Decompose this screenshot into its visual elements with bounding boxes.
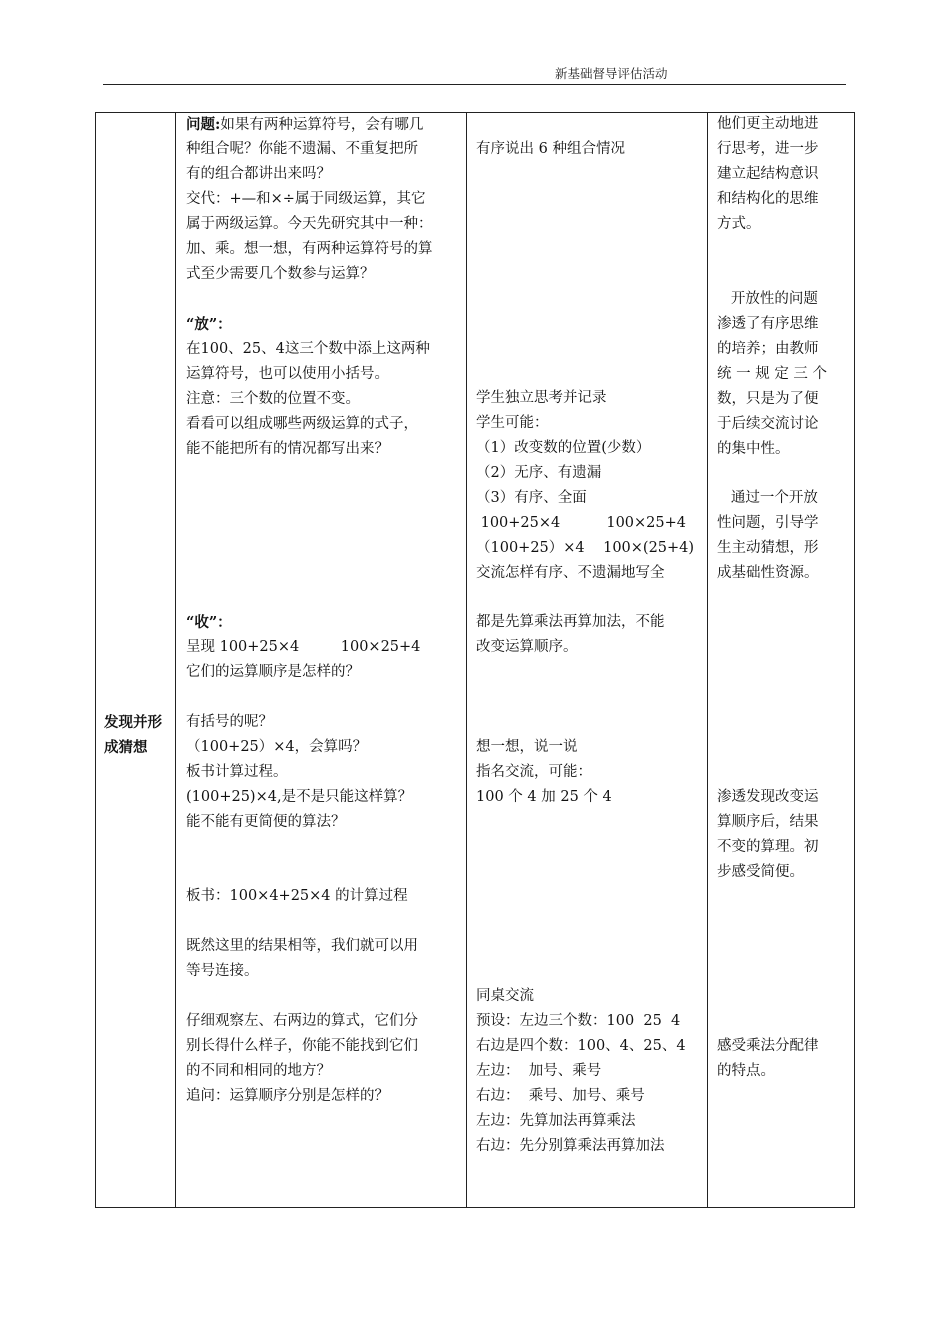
- teacher-line: （100+25）×4，会算吗？: [186, 739, 368, 755]
- student-line: （3）有序、全面: [476, 490, 587, 506]
- section-fang-heading: “放”：: [186, 316, 232, 333]
- intent-line: 和结构化的思维: [717, 191, 819, 207]
- intent-line: 的特点。: [717, 1063, 775, 1079]
- teacher-line: 能不能有更简便的算法？: [186, 814, 346, 830]
- teacher-line: 追问：运算顺序分别是怎样的？: [186, 1088, 389, 1104]
- intent-line: 的培养；由教师: [717, 341, 819, 357]
- student-line: 指名交流，可能：: [476, 764, 592, 780]
- intent-line: 建立起结构意识: [717, 166, 819, 182]
- intent-line: 开放性的问题: [717, 291, 818, 307]
- student-line: 左边：先算加法再算乘法: [476, 1113, 636, 1129]
- teacher-line: 等号连接。: [186, 963, 259, 979]
- table-left-border: [95, 112, 96, 1208]
- intent-line: 于后续交流讨论: [717, 416, 819, 432]
- intent-line: 数，只是为了便: [717, 391, 819, 407]
- intent-line: 性问题，引导学: [717, 515, 819, 531]
- student-line: 左边： 加号、乘号: [476, 1063, 602, 1079]
- header-title: 新基础督导评估活动: [555, 66, 668, 81]
- intent-line: 方式。: [717, 216, 761, 232]
- teacher-line: 的不同和相同的地方？: [186, 1063, 331, 1079]
- column-divider-3: [707, 112, 708, 1208]
- student-line: 学生可能：: [476, 415, 549, 431]
- teacher-line: 加、乘。想一想，有两种运算符号的算: [186, 241, 433, 257]
- teacher-line: 在100、25、4这三个数中添上这两种: [186, 341, 430, 357]
- intent-line: 算顺序后，结果: [717, 814, 819, 830]
- student-line: 改变运算顺序。: [476, 639, 578, 655]
- intent-line: 步感受简便。: [717, 864, 804, 880]
- intent-line: 渗透了有序思维: [717, 316, 819, 332]
- header-rule: [103, 84, 846, 85]
- student-line: 同桌交流: [476, 988, 534, 1004]
- student-line: （1）改变数的位置(少数）: [476, 440, 651, 456]
- column-divider-1: [175, 112, 176, 1208]
- student-line: 右边： 乘号、加号、乘号: [476, 1088, 645, 1104]
- teacher-line: [186, 112, 423, 138]
- teacher-line: (100+25)×4,是不是只能这样算？: [186, 789, 413, 805]
- student-line: 预设：左边三个数：100 25 4: [476, 1013, 681, 1029]
- intent-line: 行思考，进一步: [717, 141, 819, 157]
- intent-line: 通过一个开放: [717, 490, 818, 506]
- stage-label: 发现并形成猜想: [104, 714, 162, 756]
- student-line: 100+25×4 100×25+4: [476, 515, 687, 531]
- student-line: （100+25）×4 100×(25+4): [476, 540, 695, 556]
- teacher-line: 别长得什么样子，你能不能找到它们: [186, 1038, 418, 1054]
- teacher-line: 板书：100×4+25×4 的计算过程: [186, 888, 408, 904]
- intent-line: 感受乘法分配律: [717, 1038, 819, 1054]
- intent-line: 他们更主动地进: [717, 116, 819, 132]
- table-right-border: [854, 112, 855, 1208]
- student-line: 右边是四个数：100、4、25、4: [476, 1038, 686, 1054]
- teacher-line: 仔细观察左、右两边的算式，它们分: [186, 1013, 418, 1029]
- teacher-line: 看看可以组成哪些两级运算的式子，: [186, 416, 418, 432]
- table-bottom-border: [95, 1207, 855, 1208]
- teacher-line: 注意：三个数的位置不变。: [186, 391, 360, 407]
- student-line: 学生独立思考并记录: [476, 390, 607, 406]
- intent-line: 统 一 规 定 三 个: [717, 366, 828, 382]
- section-shou-heading: “收”：: [186, 614, 232, 631]
- intent-line: 成基础性资源。: [717, 565, 819, 581]
- teacher-line: 式至少需要几个数参与运算？: [186, 266, 375, 282]
- teacher-line: 属于两级运算。今天先研究其中一种：: [186, 216, 433, 232]
- intent-line: 不变的算理。初: [717, 839, 819, 855]
- teacher-line: 交代：+—和×÷属于同级运算，其它: [186, 191, 426, 207]
- student-line: 交流怎样有序、不遗漏地写全: [476, 565, 665, 581]
- teacher-line: 种组合呢？你能不遗漏、不重复把所: [186, 141, 418, 157]
- teacher-line: 有括号的呢？: [186, 714, 273, 730]
- question-label: 问题:: [186, 116, 221, 133]
- student-line: 想一想，说一说: [476, 739, 578, 755]
- teacher-line: 能不能把所有的情况都写出来？: [186, 441, 389, 457]
- column-divider-2: [466, 112, 467, 1208]
- intent-line: 的集中性。: [717, 441, 790, 457]
- student-line: （2）无序、有遗漏: [476, 465, 602, 481]
- teacher-line-text: 如果有两种运算符号，会有哪几: [220, 117, 424, 133]
- teacher-line: 板书计算过程。: [186, 764, 288, 780]
- student-line: 100 个 4 加 25 个 4: [476, 789, 612, 805]
- intent-line: 渗透发现改变运: [717, 789, 819, 805]
- student-line: 都是先算乘法再算加法，不能: [476, 614, 665, 630]
- teacher-line: 有的组合都讲出来吗？: [186, 166, 331, 182]
- student-line: 右边：先分别算乘法再算加法: [476, 1138, 665, 1154]
- teacher-line: 它们的运算顺序是怎样的？: [186, 664, 360, 680]
- intent-line: 生主动猜想，形: [717, 540, 819, 556]
- student-line: 有序说出 6 种组合情况: [476, 141, 625, 157]
- teacher-line: 既然这里的结果相等，我们就可以用: [186, 938, 418, 954]
- teacher-line: 运算符号，也可以使用小括号。: [186, 366, 389, 382]
- teacher-line: 呈现 100+25×4 100×25+4: [186, 639, 421, 655]
